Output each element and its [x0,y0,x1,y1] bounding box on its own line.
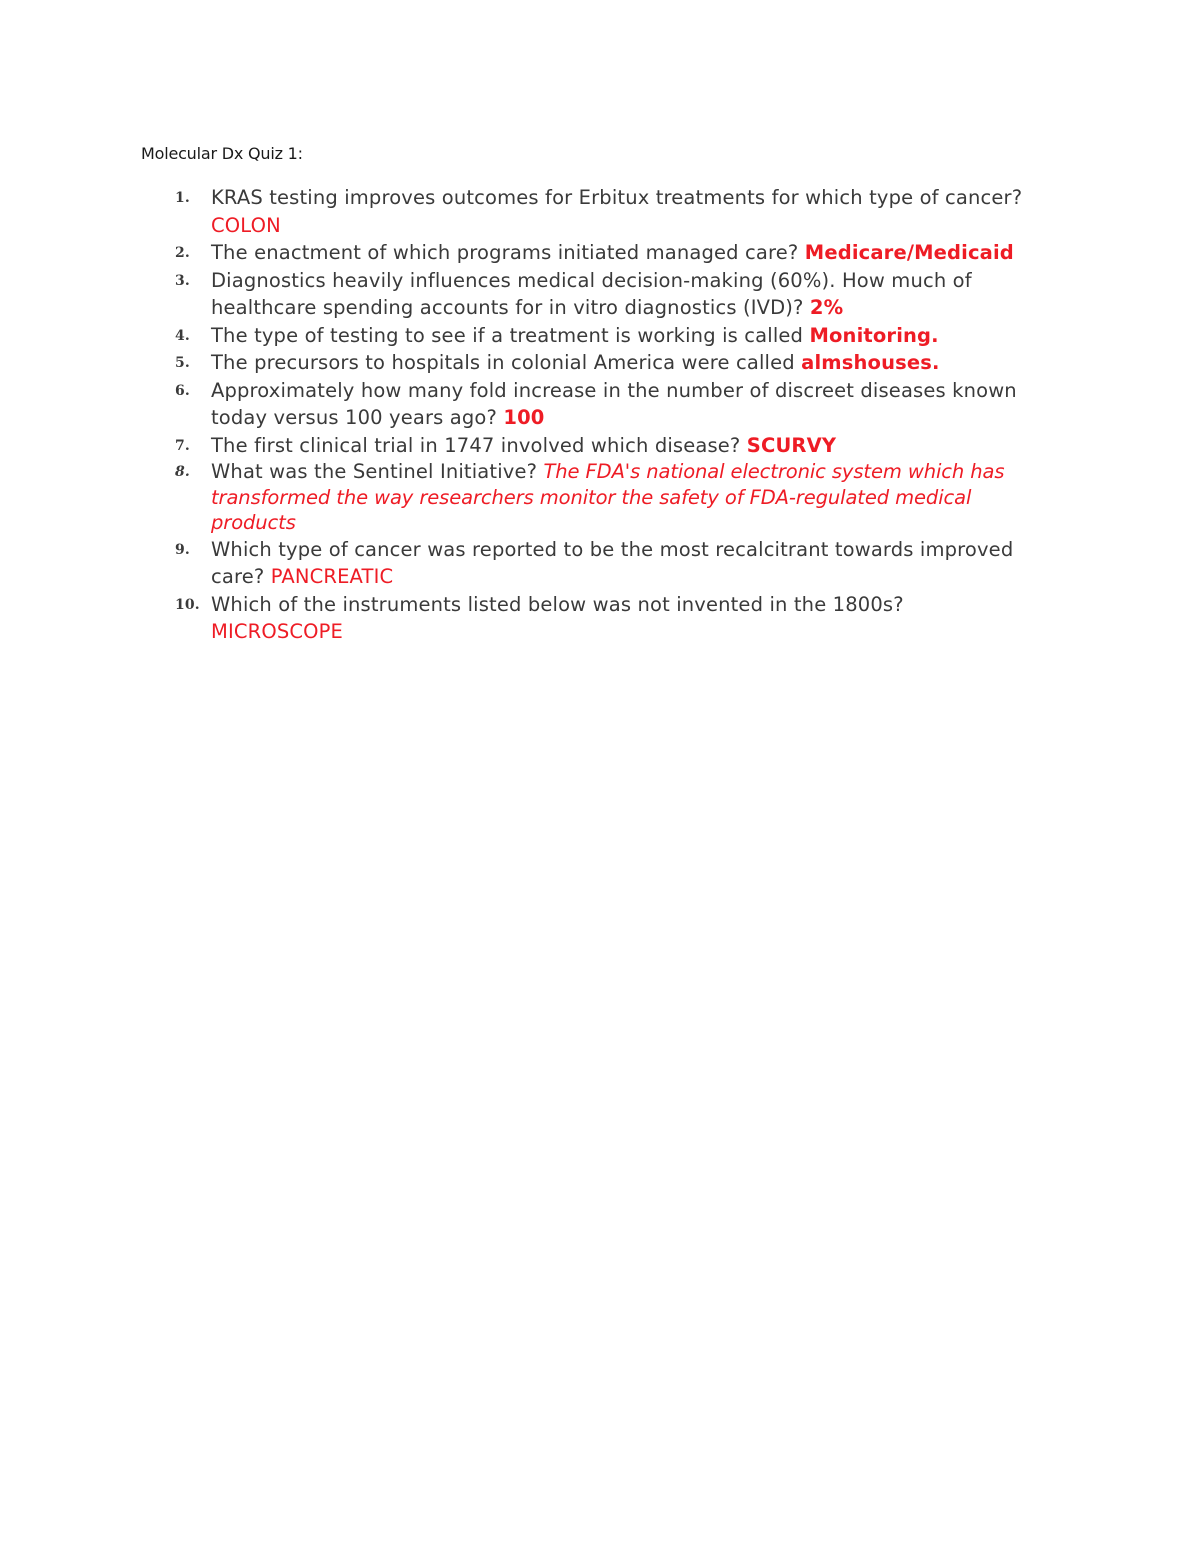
question-text: The precursors to hospitals in colonial America were called [211,351,795,374]
question-number: 3. [175,272,190,289]
question-text: The first clinical trial in 1747 involved which disease? [211,433,741,457]
answer-text: 100 [503,406,545,429]
question-text: Diagnostics heavily influences medical decision-making (60%). How much of healthcare spending accounts for in vitro diagnostics (IVD)? [211,268,972,319]
question-number: 6. [175,382,190,399]
answer-text: PANCREATIC [270,565,394,588]
question-text: The type of testing to see if a treatment is working is called [211,323,804,347]
question-text: Which type of cancer was reported to be the most recalcitrant towards improved care? [211,537,1014,588]
answer-text: SCURVY [746,433,837,457]
quiz-question-8 [141,459,1061,536]
quiz-question-2 [141,239,1061,267]
answer-text: Monitoring. [809,323,939,347]
question-number: 9. [175,541,190,558]
question-text: What was the Sentinel Initiative? [211,460,538,483]
question-text: Approximately how many fold increase in the number of discreet diseases known today versus 100 years ago? [211,378,1017,429]
quiz-question-10 [141,591,1061,646]
question-number: 10. [175,596,200,613]
quiz-question-6 [141,377,1061,432]
answer-text: 2% [809,296,844,319]
question-text: KRAS testing improves outcomes for Erbitux treatments for which type of cancer? [211,186,1023,209]
answer-text: MICROSCOPE [211,620,344,643]
question-number: 7. [175,437,190,454]
answer-text: Medicare/Medicaid [804,241,1014,264]
question-number: 8. [175,464,190,480]
quiz-question-5 [141,349,1061,377]
question-number: 2. [175,245,190,261]
question-number: 1. [175,190,190,206]
quiz-question-1 [141,184,1061,239]
question-number: 5. [175,355,190,371]
answer-text: COLON [211,213,281,237]
quiz-question-list [141,184,1061,646]
question-number: 4. [175,327,190,344]
question-text: The enactment of which programs initiated managed care? [211,241,799,264]
quiz-question-9 [141,536,1061,591]
quiz-question-7 [141,432,1061,460]
question-text: Which of the instruments listed below was not invented in the 1800s? [211,592,904,616]
answer-text: The FDA's national electronic system which has transformed the way researchers monitor the safety of FDA-regulated medical products [211,460,1005,534]
document-title: Molecular Dx Quiz 1: [141,144,303,163]
answer-text: almshouses. [801,351,940,374]
quiz-question-4 [141,322,1061,350]
quiz-question-3 [141,267,1061,322]
